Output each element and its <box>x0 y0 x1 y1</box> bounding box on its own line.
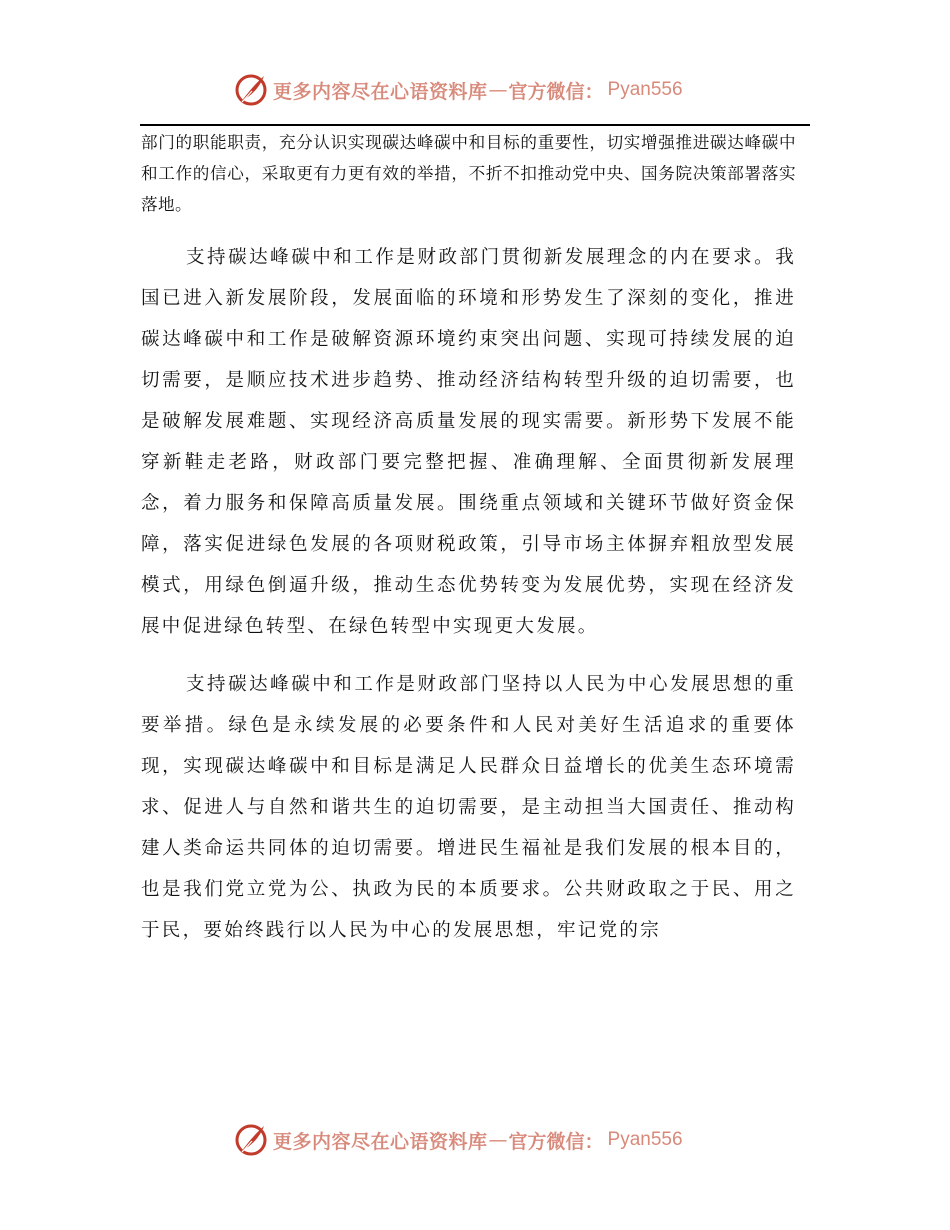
paragraph-green-development: 支持碳达峰碳中和工作是财政部门贯彻新发展理念的内在要求。我国已进入新发展阶段，发展面临的环境和形势发生了深刻的变化，推进碳达峰碳中和工作是破解资源环境约束突出问题、实现可持续发展的迫切需要，是顺应技术进步趋势、推动经济结构转型升级的迫切需要，也是破解发展难题、实现经济高质量发展的现实需要。新形势下发展不能穿新鞋走老路，财政部门要完整把握、准确理解、全面贯彻新发展理念，着力服务和保障高质量发展。围绕重点领域和关键环节做好资金保障，落实促进绿色发展的各项财税政策，引导市场主体摒弃粗放型发展模式，用绿色倒逼升级，推动生态优势转变为发展优势，实现在经济发展中促进绿色转型、在绿色转型中实现更大发展。 <box>141 247 796 637</box>
header-wechat-handle: Pyan556 <box>607 79 683 100</box>
feather-logo-icon <box>233 1122 269 1158</box>
body-text <box>141 127 796 951</box>
footer-dash: — <box>488 1129 508 1151</box>
footer-watermark <box>0 1118 950 1162</box>
feather-logo-icon <box>233 72 269 108</box>
footer-wechat-handle: Pyan556 <box>607 1129 683 1150</box>
paragraph-continuation: 部门的职能职责，充分认识实现碳达峰碳中和目标的重要性，切实增强推进碳达峰碳中和工作的信心，采取更有力更有效的举措，不折不扣推动党中央、国务院决策部署落实落地。 <box>141 133 796 214</box>
footer-wechat-label: 官方微信： <box>508 1130 604 1153</box>
header-wechat-label: 官方微信： <box>508 80 604 103</box>
header-slogan: 更多内容尽在心语资料库 <box>273 80 488 103</box>
footer-slogan: 更多内容尽在心语资料库 <box>273 1130 488 1153</box>
header-rule <box>140 124 810 126</box>
header-watermark <box>0 68 950 112</box>
paragraph-people-centered: 支持碳达峰碳中和工作是财政部门坚持以人民为中心发展思想的重要举措。绿色是永续发展的必要条件和人民对美好生活追求的重要体现，实现碳达峰碳中和目标是满足人民群众日益增长的优美生态环境需求、促进人与自然和谐共生的迫切需要，是主动担当大国责任、推动构建人类命运共同体的迫切需要。增进民生福祉是我们发展的根本目的，也是我们党立党为公、执政为民的本质要求。公共财政取之于民、用之于民，要始终践行以人民为中心的发展思想，牢记党的宗 <box>141 674 796 941</box>
header-dash: — <box>488 79 508 101</box>
